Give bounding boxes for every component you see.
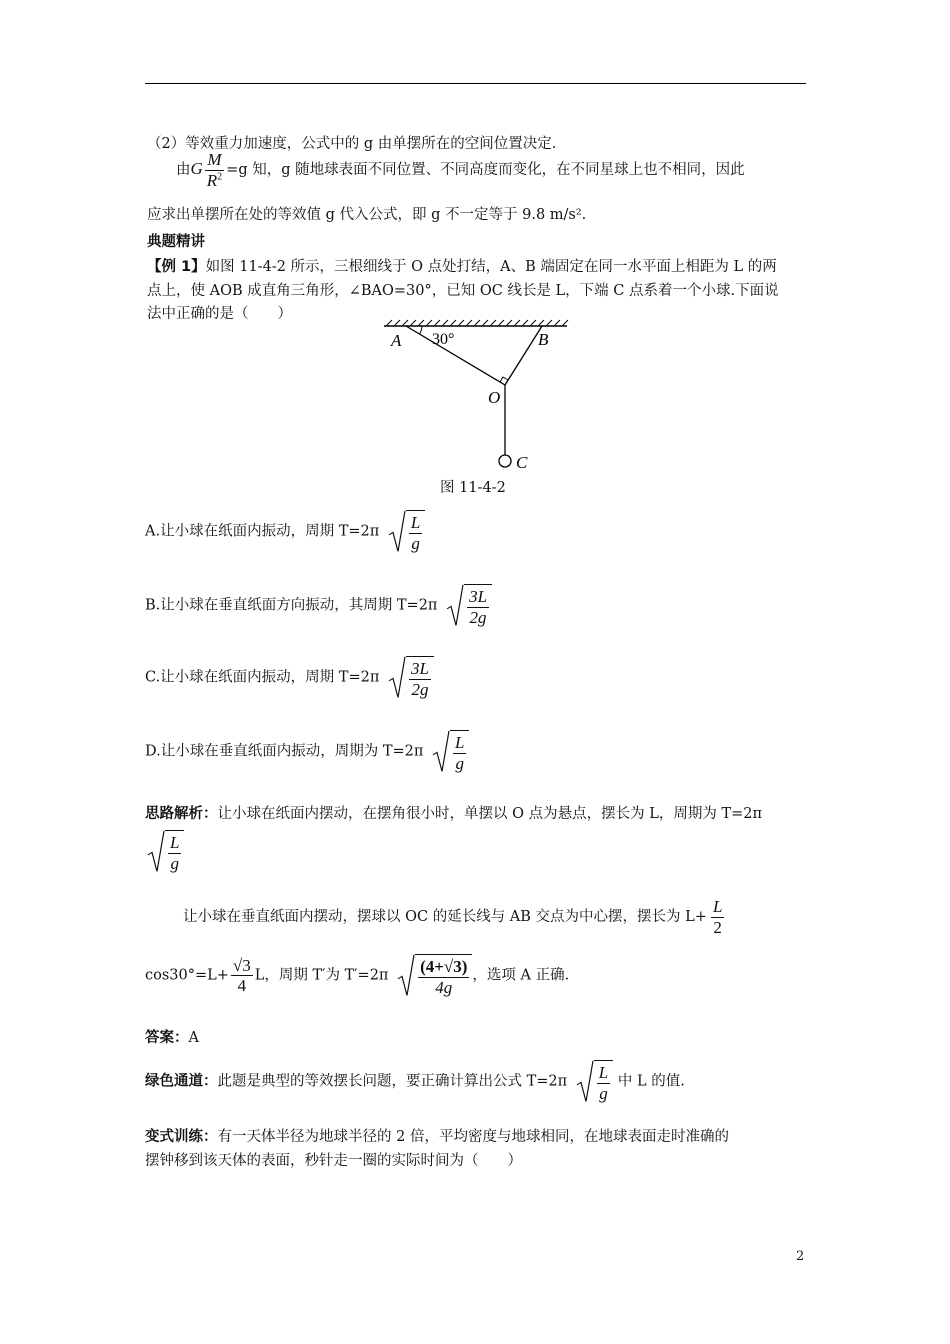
analysis-text-3a: cos30°=L+ [145,967,229,984]
mass-over-radius-fraction [205,150,224,190]
label-b: B [538,330,549,349]
analysis-line-1 [145,802,762,823]
sqrt-green [576,1060,613,1103]
green-channel-text: 此题是典型的等效摆长问题，要正确计算出公式 T=2π [217,1073,568,1090]
ball [499,455,511,467]
label-c: C [516,453,528,472]
sqrt-a [388,510,425,553]
header-rule [145,83,806,84]
answer-label: 答案： [145,1030,189,1046]
variant-line-1 [145,1125,729,1146]
sqrt-b [446,584,492,627]
analysis-line-3 [145,954,569,997]
frac-den-exp: 2 [217,170,223,182]
variant-line-2: 摆钟移到该天体的表面，秒针走一圈的实际时间为（ ） [145,1153,522,1169]
green-channel-tail: 中 L 的值. [617,1073,685,1090]
page-number: 2 [796,1249,805,1264]
answer-line [145,1026,199,1047]
analysis-f1-den: g [170,853,179,873]
example-line-1 [147,255,777,276]
analysis-f2-den: 2 [713,917,722,937]
option-c-num: 3L [410,659,429,678]
text-line-1: （2）等效重力加速度，公式中的 g 由单摆所在的空间位置决定. [147,136,557,152]
analysis-f3-den: 4 [237,976,247,996]
analysis-f2-num: L [712,897,723,916]
option-a-text: A.让小球在纸面内振动，周期 T=2π [145,523,380,540]
analysis-f4-den: 4g [435,977,453,997]
analysis-f4-num: (4+√3) [420,957,468,976]
option-a-num: L [410,513,421,532]
figure-11-4-2 [382,318,572,478]
variant-label: 变式训练： [145,1129,218,1145]
option-b-num: 3L [469,587,488,606]
sqrt-analysis-2 [397,954,472,997]
example-line-3: 法中正确的是（ ） [147,306,292,322]
option-c-den: 2g [411,679,429,699]
text-line-2 [176,150,745,190]
frac-den: R [206,170,218,190]
green-channel-label: 绿色通道： [145,1073,218,1090]
ceiling-hatching [386,320,568,326]
label-angle: 30° [432,331,455,348]
analysis-text-2: 让小球在垂直纸面内摆动，摆球以 OC 的延长线与 AB 交点为中心摆，摆长为 L+ [183,909,707,926]
pendulum-diagram [382,318,572,478]
angle-arc [420,326,423,334]
label-a: A [391,331,402,350]
example-line-2: 点上，使 AOB 成直角三角形，∠BAO=30°，已知 OC 线长是 L，下端 C 点系着一个小球.下面说 [147,283,779,299]
section-heading: 典题精讲 [147,234,205,250]
analysis-text-3c: ，选项 A 正确. [472,967,570,984]
option-b [145,584,492,627]
option-b-den: 2g [469,607,487,627]
option-a-den: g [411,533,420,553]
example-tag: 【例 1】 [147,259,206,275]
sqrt-d [432,730,469,773]
gravitational-constant: G [190,159,203,179]
analysis-f3-num: √3 [232,955,251,975]
option-b-text: B.让小球在垂直纸面方向振动，其周期 T=2π [145,597,438,614]
analysis-label: 思路解析： [145,806,218,822]
green-num: L [598,1063,609,1082]
figure-caption: 图 11-4-2 [440,480,506,496]
option-a [145,510,425,553]
analysis-sqrt-1 [143,830,184,873]
analysis-text-3b: L，周期 T′为 T′=2π [254,967,389,984]
green-channel-line [145,1060,685,1103]
analysis-f1-num: L [170,833,180,852]
label-o: O [488,388,501,407]
option-d-num: L [455,733,465,752]
frac-num: M [205,150,224,171]
variant-text-1: 有一天体半径为地球半径的 2 倍，平均密度与地球相同，在地球表面走时准确的 [217,1129,729,1145]
option-d [145,730,469,773]
option-d-text: D.让小球在垂直纸面内振动，周期为 T=2π [145,743,424,760]
answer-value: A [188,1030,199,1046]
analysis-f2 [711,897,724,937]
line2-pre: 由 [176,162,191,179]
analysis-line-2 [183,897,726,937]
analysis-text-1: 让小球在纸面内摆动，在摆角很小时，单摆以 O 点为悬点，摆长为 L，周期为 T=2π [217,806,763,822]
string-bo [505,326,542,385]
option-c-text: C.让小球在纸面内振动，周期 T=2π [145,669,380,686]
sqrt-analysis-1 [147,830,184,873]
analysis-f3 [231,956,253,996]
example-text-1: 如图 11-4-2 所示，三根细线于 O 点处打结，A、B 端固定在同一水平面上相距为 L 的两 [205,259,777,275]
line2-post: =g 知，g 随地球表面不同位置、不同高度而变化，在不同星球上也不相同，因此 [226,162,745,179]
string-ao [406,326,505,385]
option-c [145,656,434,699]
text-line-3: 应求出单摆所在处的等效值 g 代入公式，即 g 不一定等于 9.8 m/s². [147,207,587,223]
option-d-den: g [455,753,464,773]
green-den: g [599,1083,608,1103]
sqrt-c [388,656,434,699]
